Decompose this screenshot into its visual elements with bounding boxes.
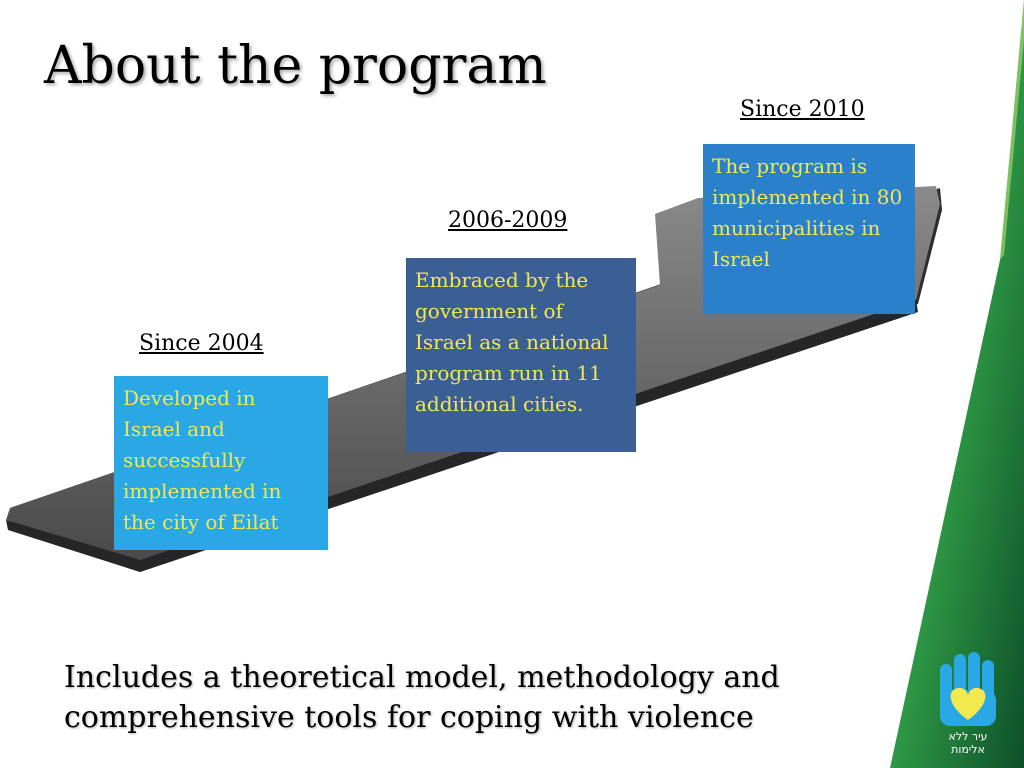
stage-label-2010: Since 2010 [740,97,865,122]
stage-box-2010: The program is implemented in 80 municipalities in Israel [703,144,915,314]
logo-text: עיר ללא אלימות [948,730,988,756]
footer-text: Includes a theoretical model, methodology and comprehensive tools for coping with violence [64,660,780,735]
stage-box-2006-2009: Embraced by the government of Israel as a national program run in 11 additional cities. [406,258,636,452]
stage-label-2006-2009: 2006-2009 [448,208,568,233]
page-title: About the program [44,36,547,96]
hand-heart-icon [934,650,1002,730]
stage-box-2004: Developed in Israel and successfully implemented in the city of Eilat [114,376,328,550]
logo [934,650,1002,766]
stage-label-2004: Since 2004 [139,331,264,356]
